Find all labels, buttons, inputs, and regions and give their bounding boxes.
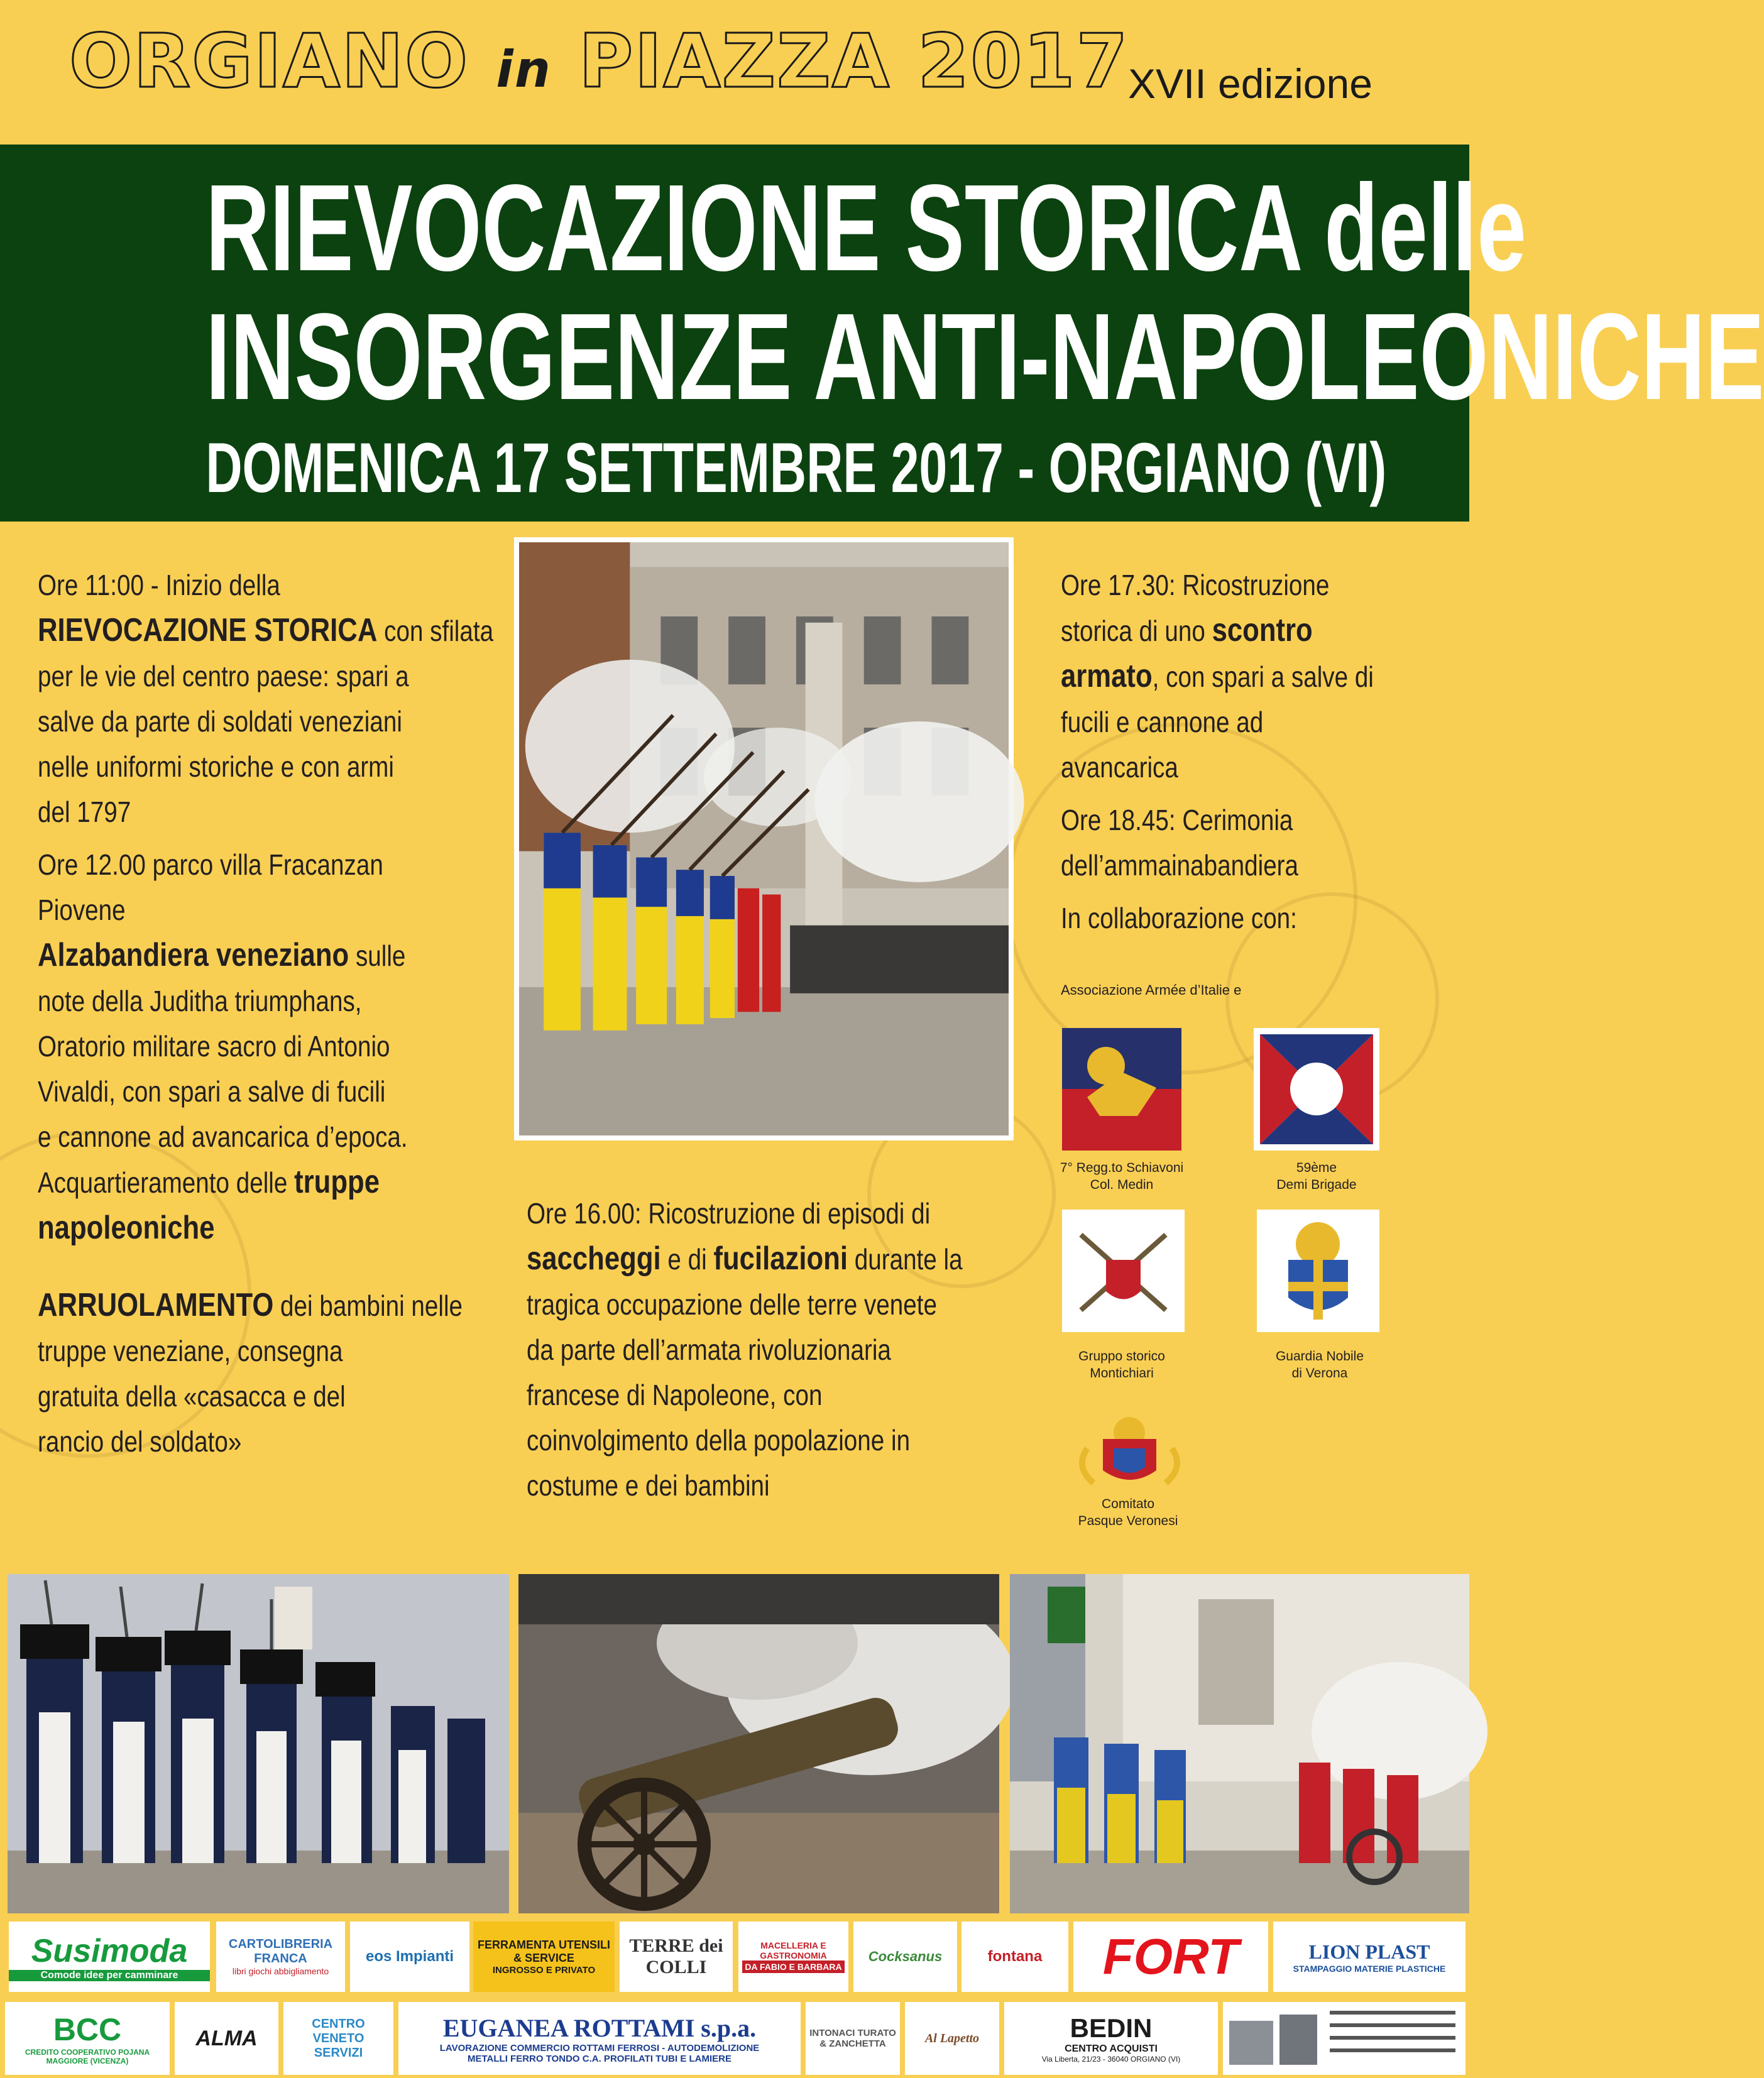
collaboration-note: Associazione Armée d’Italie e — [1061, 982, 1242, 998]
photo-soldiers-firing — [514, 537, 1014, 1140]
program-line: napoleoniche — [38, 1210, 215, 1246]
sponsor-name: Cocksanus — [868, 1949, 943, 1964]
partner-name: 59ème — [1296, 1161, 1337, 1175]
program-line: In collaborazione con: — [1061, 902, 1297, 934]
sponsor-name: BCC — [53, 2012, 122, 2047]
program-line: per le vie del centro paese: spari a — [38, 660, 409, 692]
sponsor-tagline: METALLI FERRO TONDO C.A. PROFILATI TUBI E LAMIERE — [468, 2053, 731, 2064]
partner-montichiari — [1031, 1348, 1213, 1382]
sponsor-macelleria — [738, 1922, 848, 1992]
program-line: note della Juditha triumphans, — [38, 985, 362, 1017]
partner-schiavoni — [1031, 1159, 1213, 1193]
program-line: avancarica — [1061, 751, 1178, 784]
program-line: truppe veneziane, consegna — [38, 1335, 343, 1367]
program-line: RIEVOCAZIONE STORICA con sfilata — [38, 612, 494, 648]
banner-date: DOMENICA 17 SETTEMBRE 2017 - ORGIANO (VI) — [205, 429, 1387, 507]
partner-name: Guardia Nobile — [1275, 1349, 1364, 1364]
sponsor-name: eos Impianti — [365, 1948, 454, 1965]
festival-title — [69, 18, 1129, 104]
crest-schiavoni — [1062, 1028, 1181, 1151]
program-line: e cannone ad avancarica d’epoca. — [38, 1120, 408, 1153]
middle-program-column — [527, 1191, 1017, 1508]
sponsor-name: MACELLERIA E GASTRONOMIA — [760, 1940, 827, 1960]
partner-name: Gruppo storico — [1078, 1349, 1165, 1364]
sponsor-susimoda — [9, 1922, 210, 1992]
sponsor-name: Susimoda — [31, 1933, 188, 1969]
partner-59eme — [1225, 1159, 1408, 1193]
sponsor-tagline: Via Liberta, 21/23 - 36040 ORGIANO (VI) — [1041, 2055, 1181, 2064]
program-line: Ore 16.00: Ricostruzione di episodi di — [527, 1197, 931, 1230]
sponsor-bedin — [1004, 2002, 1218, 2075]
partner-name: Demi Brigade — [1276, 1178, 1357, 1192]
sponsor-centro-veneto-servizi — [283, 2002, 393, 2075]
sponsor-tagline: LAVORAZIONE COMMERCIO ROTTAMI FERROSI - AUTODEMOLIZIONE — [439, 2042, 760, 2053]
sponsor-name: FORT — [1102, 1928, 1239, 1984]
sponsor-fort — [1073, 1922, 1268, 1992]
partner-name: Comitato — [1101, 1497, 1155, 1511]
program-line: Piovene — [38, 894, 126, 926]
transformer-illustration — [1223, 2002, 1465, 2075]
festival-title-word: ORGIANO — [69, 18, 469, 104]
program-line: saccheggi e di fucilazioni durante la — [527, 1240, 963, 1277]
partner-name: di Verona — [1291, 1366, 1348, 1381]
sponsor-name: Al Lapetto — [924, 2031, 980, 2045]
festival-title-in: in — [496, 40, 552, 99]
program-line: Oratorio militare sacro di Antonio — [38, 1030, 390, 1063]
sponsor-name: ALMA — [195, 2026, 258, 2050]
sponsor-name: CARTOLIBRERIA FRANCA — [228, 1937, 333, 1966]
sponsor-tagline: DA FABIO E BARBARA — [742, 1960, 844, 1973]
sponsor-name: LION PLAST — [1308, 1940, 1430, 1963]
program-line: del 1797 — [38, 796, 131, 828]
sponsor-al-lapetto — [905, 2002, 999, 2075]
sponsor-cartolibreria — [216, 1922, 345, 1992]
banner-line-2: INSORGENZE ANTI-NAPOLEONICHE — [205, 288, 1764, 425]
sponsor-turato-zanchetta — [806, 2002, 900, 2075]
partner-pasque-veronesi — [1037, 1496, 1219, 1529]
banner-line-1: RIEVOCAZIONE STORICA delle — [205, 159, 1526, 297]
sponsor-terre-dei-colli — [620, 1922, 733, 1992]
program-line: Acquartieramento delle truppe — [38, 1164, 380, 1200]
sponsor-name: TERRE dei COLLI — [629, 1935, 723, 1977]
sponsor-fontana — [961, 1922, 1068, 1992]
program-line: storica di uno scontro — [1061, 612, 1313, 648]
program-line: Ore 17.30: Ricostruzione — [1061, 569, 1330, 601]
sponsor-name: fontana — [987, 1948, 1043, 1965]
program-line: francese di Napoleone, con — [527, 1379, 823, 1411]
program-line: nelle uniformi storiche e con armi — [38, 750, 394, 783]
partner-name: Montichiari — [1090, 1366, 1154, 1381]
program-line: ARRUOLAMENTO dei bambini nelle — [38, 1287, 463, 1323]
sponsor-lion-plast — [1273, 1922, 1465, 1992]
sponsor-transformers — [1223, 2002, 1465, 2075]
sponsor-name: FERRAMENTA UTENSILI & SERVICE — [478, 1938, 610, 1964]
sponsor-bcc — [5, 2002, 170, 2075]
program-line: tragica occupazione delle terre venete — [527, 1288, 937, 1321]
partner-name: Col. Medin — [1090, 1178, 1154, 1192]
partner-name: Pasque Veronesi — [1078, 1514, 1178, 1528]
sponsor-tagline: INGROSSO E PRIVATO — [492, 1964, 596, 1976]
program-line: salve da parte di soldati veneziani — [38, 705, 402, 738]
edition-label: XVII edizione — [1128, 60, 1372, 107]
photo-napoleonic-troops — [8, 1574, 509, 1913]
sponsor-tagline: CREDITO COOPERATIVO POJANA MAGGIORE (VICENZA) — [25, 2048, 150, 2065]
sponsor-ferramenta — [473, 1922, 615, 1992]
sponsor-tagline: STAMPAGGIO MATERIE PLASTICHE — [1293, 1963, 1446, 1974]
program-line: fucili e cannone ad — [1061, 706, 1264, 738]
crest-guardia-nobile — [1257, 1210, 1379, 1332]
left-program-column — [38, 562, 494, 1464]
right-program-column — [1061, 562, 1450, 941]
sponsor-tagline: CENTRO ACQUISTI — [1065, 2043, 1158, 2054]
program-line: Vivaldi, con spari a salve di fucili — [38, 1075, 386, 1108]
photo-skirmish — [1010, 1574, 1469, 1913]
program-line: costume e dei bambini — [527, 1469, 770, 1502]
program-line: gratuita della «casacca e del — [38, 1380, 346, 1413]
sponsor-name: CENTRO VENETO SERVIZI — [312, 2016, 365, 2060]
program-line: coinvolgimento della popolazione in — [527, 1424, 911, 1457]
crest-pasque-veronesi — [1068, 1411, 1191, 1486]
sponsor-euganea-rottami — [398, 2002, 801, 2075]
partner-guardia-nobile — [1229, 1348, 1411, 1382]
program-line: Ore 18.45: Cerimonia — [1061, 804, 1293, 836]
photo-illustration — [519, 542, 1009, 1135]
program-line: Ore 12.00 parco villa Fracanzan — [38, 848, 383, 881]
sponsor-eos — [350, 1922, 469, 1992]
sponsor-name: INTONACI TURATO & ZANCHETTA — [809, 2028, 896, 2049]
crest-montichiari — [1062, 1210, 1185, 1332]
sponsor-tagline: Comode idee per camminare — [9, 1970, 210, 1981]
sponsor-tagline: libri giochi abbigliamento — [232, 1966, 329, 1976]
photo-cannon-firing — [518, 1574, 999, 1913]
sponsor-name: EUGANEA ROTTAMI s.p.a. — [442, 2013, 757, 2042]
sponsor-name: BEDIN — [1070, 2013, 1153, 2043]
program-line: dell’ammainabandiera — [1061, 849, 1299, 882]
festival-title-year: PIAZZA 2017 — [578, 18, 1129, 104]
sponsor-cocksanus — [853, 1922, 957, 1992]
partner-name: 7° Regg.to Schiavoni — [1060, 1161, 1184, 1175]
crest-59eme — [1254, 1028, 1379, 1151]
program-line: Ore 11:00 - Inizio della — [38, 569, 280, 601]
program-line: armato, con spari a salve di — [1061, 658, 1374, 694]
program-line: Alzabandiera veneziano sulle — [38, 937, 406, 973]
program-line: rancio del soldato» — [38, 1425, 242, 1458]
program-line: da parte dell’armata rivoluzionaria — [527, 1333, 891, 1366]
sponsor-alma — [175, 2002, 278, 2075]
